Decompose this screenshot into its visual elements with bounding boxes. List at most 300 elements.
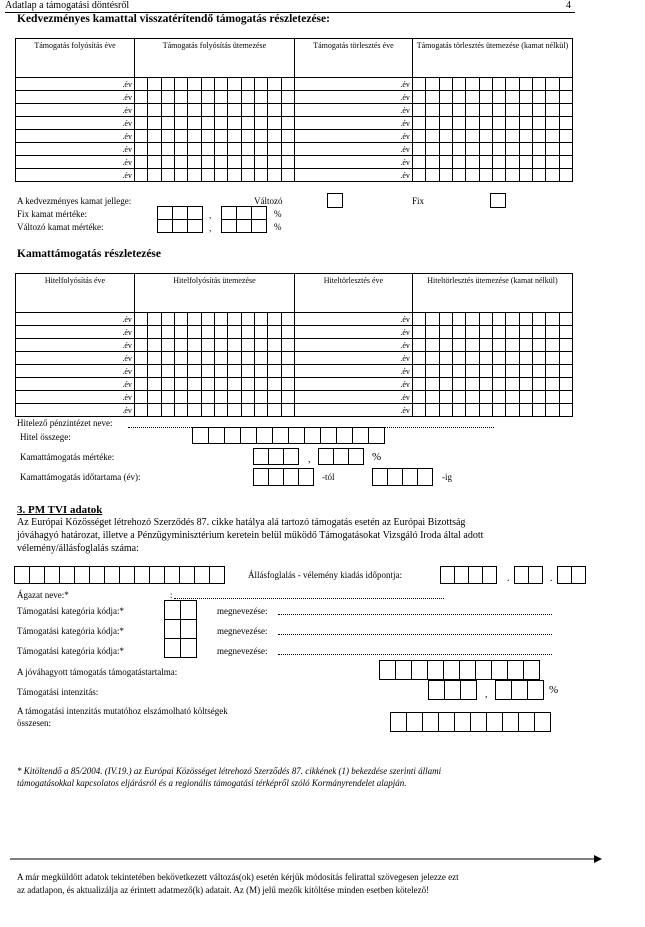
amount-box[interactable] (492, 378, 505, 391)
amount-box[interactable] (559, 104, 573, 117)
amount-box[interactable] (228, 130, 241, 143)
amount-box[interactable] (479, 117, 492, 130)
amount-box[interactable] (241, 130, 254, 143)
amount-box[interactable] (479, 169, 492, 182)
amount-box[interactable] (161, 169, 174, 182)
digit-box[interactable] (348, 448, 364, 465)
amount-box[interactable] (546, 117, 559, 130)
digit-box[interactable] (268, 448, 284, 465)
kategoria-code-boxes-1[interactable] (164, 600, 196, 620)
amount-box[interactable] (228, 365, 241, 378)
year-cell-left[interactable]: .év (16, 339, 135, 352)
digit-box[interactable] (491, 660, 508, 680)
digit-box[interactable] (411, 660, 428, 680)
amount-box[interactable] (281, 313, 294, 326)
amount-box[interactable] (426, 313, 439, 326)
amount-box[interactable] (426, 130, 439, 143)
digit-box[interactable] (459, 660, 476, 680)
amount-box[interactable] (479, 78, 492, 91)
amount-box[interactable] (439, 339, 452, 352)
amount-box[interactable] (492, 117, 505, 130)
amount-box[interactable] (214, 143, 227, 156)
amount-box[interactable] (466, 391, 479, 404)
digit-box[interactable] (454, 566, 469, 584)
digit-box[interactable] (251, 206, 267, 220)
fix-checkbox[interactable] (490, 193, 506, 208)
amount-box[interactable] (519, 104, 532, 117)
amount-box[interactable] (201, 91, 214, 104)
amount-box[interactable] (452, 326, 465, 339)
kamattamogatas-mertek-integer-boxes[interactable] (253, 448, 298, 465)
amount-box[interactable] (439, 404, 452, 417)
year-cell-right[interactable]: .év (294, 104, 412, 117)
year-cell-left[interactable]: .év (16, 365, 135, 378)
amount-box[interactable] (228, 78, 241, 91)
amount-box[interactable] (281, 78, 294, 91)
amount-box[interactable] (546, 143, 559, 156)
amount-box[interactable] (452, 169, 465, 182)
digit-box[interactable] (482, 566, 497, 584)
amount-box[interactable] (479, 130, 492, 143)
amount-box[interactable] (426, 365, 439, 378)
amount-box[interactable] (174, 339, 187, 352)
digit-box[interactable] (209, 566, 225, 584)
amount-box[interactable] (559, 313, 572, 326)
amount-box[interactable] (161, 391, 174, 404)
amount-box[interactable] (426, 78, 439, 91)
year-cell-right[interactable]: .év (294, 391, 412, 404)
amount-box[interactable] (532, 78, 545, 91)
amount-box[interactable] (134, 313, 147, 326)
amount-box[interactable] (161, 404, 174, 417)
amount-box[interactable] (188, 339, 201, 352)
kategoria-code-boxes-2[interactable] (164, 619, 196, 639)
amount-box[interactable] (214, 169, 227, 182)
amount-box[interactable] (479, 404, 492, 417)
digit-box[interactable] (253, 468, 269, 486)
amount-box[interactable] (426, 143, 439, 156)
megnevezese-dotted-line-1[interactable] (278, 614, 552, 615)
amount-box[interactable] (532, 378, 545, 391)
amount-box[interactable] (281, 365, 294, 378)
datum-year-boxes[interactable] (440, 566, 496, 584)
amount-box[interactable] (532, 104, 545, 117)
megnevezese-dotted-line-3[interactable] (278, 654, 552, 655)
digit-box[interactable] (527, 680, 544, 700)
amount-box[interactable] (439, 391, 452, 404)
amount-box[interactable] (268, 365, 281, 378)
amount-box[interactable] (559, 352, 572, 365)
amount-box[interactable] (201, 326, 214, 339)
amount-box[interactable] (148, 78, 161, 91)
amount-box[interactable] (532, 404, 545, 417)
amount-box[interactable] (174, 365, 187, 378)
amount-box[interactable] (452, 313, 465, 326)
amount-box[interactable] (532, 91, 545, 104)
amount-box[interactable] (268, 326, 281, 339)
amount-box[interactable] (161, 365, 174, 378)
amount-box[interactable] (412, 143, 425, 156)
amount-box[interactable] (214, 104, 227, 117)
amount-box[interactable] (532, 365, 545, 378)
digit-box[interactable] (352, 427, 369, 444)
year-cell-left[interactable]: .év (16, 91, 135, 104)
amount-box[interactable] (546, 130, 559, 143)
amount-box[interactable] (452, 117, 465, 130)
amount-box[interactable] (174, 130, 187, 143)
digit-box[interactable] (256, 427, 273, 444)
amount-box[interactable] (134, 117, 147, 130)
amount-box[interactable] (452, 130, 465, 143)
amount-box[interactable] (161, 104, 174, 117)
amount-box[interactable] (479, 365, 492, 378)
amount-box[interactable] (134, 404, 147, 417)
amount-box[interactable] (532, 391, 545, 404)
amount-box[interactable] (241, 326, 254, 339)
amount-box[interactable] (492, 352, 505, 365)
amount-box[interactable] (188, 313, 201, 326)
amount-box[interactable] (241, 143, 254, 156)
amount-box[interactable] (281, 117, 294, 130)
amount-box[interactable] (506, 378, 519, 391)
digit-box[interactable] (119, 566, 135, 584)
amount-box[interactable] (241, 391, 254, 404)
amount-box[interactable] (466, 156, 479, 169)
amount-box[interactable] (281, 156, 294, 169)
amount-box[interactable] (254, 130, 267, 143)
digit-box[interactable] (187, 206, 203, 220)
digit-box[interactable] (523, 660, 540, 680)
amount-box[interactable] (412, 391, 425, 404)
amount-box[interactable] (439, 352, 452, 365)
digit-box[interactable] (164, 600, 181, 620)
amount-box[interactable] (214, 404, 227, 417)
amount-box[interactable] (188, 378, 201, 391)
amount-box[interactable] (188, 352, 201, 365)
amount-box[interactable] (148, 156, 161, 169)
amount-box[interactable] (479, 156, 492, 169)
amount-box[interactable] (201, 352, 214, 365)
amount-box[interactable] (532, 117, 545, 130)
amount-box[interactable] (426, 339, 439, 352)
amount-box[interactable] (134, 365, 147, 378)
amount-box[interactable] (532, 313, 545, 326)
amount-box[interactable] (506, 117, 519, 130)
amount-box[interactable] (254, 326, 267, 339)
digit-box[interactable] (372, 468, 388, 486)
amount-box[interactable] (228, 156, 241, 169)
amount-box[interactable] (148, 143, 161, 156)
kategoria-code-boxes-3[interactable] (164, 638, 196, 658)
amount-box[interactable] (426, 169, 439, 182)
amount-box[interactable] (412, 78, 425, 91)
amount-box[interactable] (134, 143, 147, 156)
amount-box[interactable] (174, 78, 187, 91)
amount-box[interactable] (412, 156, 425, 169)
amount-box[interactable] (228, 339, 241, 352)
digit-box[interactable] (164, 638, 181, 658)
amount-box[interactable] (412, 104, 425, 117)
amount-box[interactable] (148, 169, 161, 182)
digit-box[interactable] (318, 448, 334, 465)
amount-box[interactable] (134, 91, 147, 104)
digit-box[interactable] (157, 219, 173, 233)
amount-box[interactable] (519, 326, 532, 339)
amount-box[interactable] (519, 365, 532, 378)
amount-box[interactable] (254, 169, 267, 182)
digit-box[interactable] (224, 427, 241, 444)
amount-box[interactable] (439, 156, 452, 169)
intenzitas-integer-boxes[interactable] (428, 680, 476, 700)
digit-box[interactable] (134, 566, 150, 584)
amount-box[interactable] (254, 378, 267, 391)
amount-box[interactable] (201, 130, 214, 143)
digit-box[interactable] (180, 619, 197, 639)
amount-box[interactable] (201, 365, 214, 378)
amount-box[interactable] (412, 313, 425, 326)
amount-box[interactable] (281, 352, 294, 365)
amount-box[interactable] (254, 78, 267, 91)
amount-box[interactable] (412, 378, 425, 391)
year-cell-left[interactable]: .év (16, 78, 135, 91)
amount-box[interactable] (466, 352, 479, 365)
amount-box[interactable] (134, 339, 147, 352)
amount-box[interactable] (492, 130, 505, 143)
datum-month-boxes[interactable] (514, 566, 542, 584)
amount-box[interactable] (519, 169, 532, 182)
amount-box[interactable] (452, 91, 465, 104)
amount-box[interactable] (466, 365, 479, 378)
amount-box[interactable] (506, 313, 519, 326)
amount-box[interactable] (452, 143, 465, 156)
digit-box[interactable] (180, 638, 197, 658)
amount-box[interactable] (188, 117, 201, 130)
amount-box[interactable] (426, 378, 439, 391)
digit-box[interactable] (320, 427, 337, 444)
datum-day-boxes[interactable] (557, 566, 585, 584)
amount-box[interactable] (506, 104, 519, 117)
digit-box[interactable] (236, 219, 252, 233)
amount-box[interactable] (174, 156, 187, 169)
year-cell-left[interactable]: .év (16, 117, 135, 130)
amount-box[interactable] (479, 313, 492, 326)
digit-box[interactable] (528, 566, 543, 584)
amount-box[interactable] (268, 169, 281, 182)
digit-box[interactable] (14, 566, 30, 584)
amount-box[interactable] (161, 313, 174, 326)
amount-box[interactable] (148, 378, 161, 391)
amount-box[interactable] (479, 339, 492, 352)
amount-box[interactable] (268, 130, 281, 143)
amount-box[interactable] (546, 404, 559, 417)
amount-box[interactable] (134, 169, 147, 182)
amount-box[interactable] (452, 78, 465, 91)
amount-box[interactable] (479, 378, 492, 391)
fix-kamat-integer-boxes[interactable] (157, 206, 202, 220)
amount-box[interactable] (174, 143, 187, 156)
amount-box[interactable] (546, 391, 559, 404)
digit-box[interactable] (194, 566, 210, 584)
amount-box[interactable] (174, 117, 187, 130)
amount-box[interactable] (492, 104, 505, 117)
digit-box[interactable] (74, 566, 90, 584)
amount-box[interactable] (148, 91, 161, 104)
amount-box[interactable] (148, 130, 161, 143)
digit-box[interactable] (251, 219, 267, 233)
amount-box[interactable] (506, 91, 519, 104)
amount-box[interactable] (506, 404, 519, 417)
amount-box[interactable] (466, 313, 479, 326)
amount-box[interactable] (506, 365, 519, 378)
amount-box[interactable] (188, 404, 201, 417)
digit-box[interactable] (460, 680, 477, 700)
amount-box[interactable] (228, 91, 241, 104)
amount-box[interactable] (241, 378, 254, 391)
digit-box[interactable] (236, 206, 252, 220)
amount-box[interactable] (188, 391, 201, 404)
amount-box[interactable] (281, 91, 294, 104)
amount-box[interactable] (466, 378, 479, 391)
amount-box[interactable] (254, 143, 267, 156)
amount-box[interactable] (268, 91, 281, 104)
amount-box[interactable] (174, 404, 187, 417)
amount-box[interactable] (241, 104, 254, 117)
amount-box[interactable] (201, 378, 214, 391)
amount-box[interactable] (466, 404, 479, 417)
amount-box[interactable] (174, 91, 187, 104)
digit-box[interactable] (272, 427, 289, 444)
amount-box[interactable] (148, 117, 161, 130)
digit-box[interactable] (387, 468, 403, 486)
digit-box[interactable] (288, 427, 305, 444)
amount-box[interactable] (466, 91, 479, 104)
amount-box[interactable] (201, 104, 214, 117)
valtozo-kamat-decimal-boxes[interactable] (221, 219, 266, 233)
amount-box[interactable] (188, 143, 201, 156)
amount-box[interactable] (228, 391, 241, 404)
amount-box[interactable] (254, 156, 267, 169)
amount-box[interactable] (134, 391, 147, 404)
intenzitas-decimal-boxes[interactable] (495, 680, 543, 700)
amount-box[interactable] (492, 143, 505, 156)
amount-box[interactable] (492, 391, 505, 404)
amount-box[interactable] (134, 104, 147, 117)
amount-box[interactable] (214, 117, 227, 130)
amount-box[interactable] (281, 143, 294, 156)
digit-box[interactable] (268, 468, 284, 486)
koltseg-boxes[interactable] (390, 712, 550, 732)
amount-box[interactable] (546, 313, 559, 326)
year-cell-right[interactable]: .év (294, 117, 412, 130)
digit-box[interactable] (507, 660, 524, 680)
amount-box[interactable] (519, 130, 532, 143)
amount-box[interactable] (466, 104, 479, 117)
amount-box[interactable] (546, 326, 559, 339)
digit-box[interactable] (495, 680, 512, 700)
digit-box[interactable] (29, 566, 45, 584)
amount-box[interactable] (479, 91, 492, 104)
digit-box[interactable] (557, 566, 572, 584)
amount-box[interactable] (268, 352, 281, 365)
year-cell-right[interactable]: .év (294, 352, 412, 365)
amount-box[interactable] (426, 326, 439, 339)
digit-box[interactable] (402, 468, 418, 486)
amount-box[interactable] (281, 104, 294, 117)
amount-box[interactable] (506, 391, 519, 404)
amount-box[interactable] (161, 78, 174, 91)
amount-box[interactable] (479, 391, 492, 404)
amount-box[interactable] (412, 130, 425, 143)
amount-box[interactable] (559, 91, 573, 104)
digit-box[interactable] (518, 712, 535, 732)
amount-box[interactable] (148, 391, 161, 404)
amount-box[interactable] (214, 378, 227, 391)
year-cell-right[interactable]: .év (294, 169, 412, 182)
amount-box[interactable] (466, 78, 479, 91)
amount-box[interactable] (281, 404, 294, 417)
amount-box[interactable] (519, 78, 532, 91)
amount-box[interactable] (559, 78, 573, 91)
amount-box[interactable] (188, 169, 201, 182)
amount-box[interactable] (241, 156, 254, 169)
year-cell-left[interactable]: .év (16, 378, 135, 391)
amount-box[interactable] (519, 143, 532, 156)
digit-box[interactable] (59, 566, 75, 584)
amount-box[interactable] (546, 91, 559, 104)
amount-box[interactable] (148, 352, 161, 365)
amount-box[interactable] (174, 104, 187, 117)
amount-box[interactable] (506, 352, 519, 365)
amount-box[interactable] (241, 169, 254, 182)
year-cell-left[interactable]: .év (16, 143, 135, 156)
amount-box[interactable] (519, 156, 532, 169)
year-cell-left[interactable]: .év (16, 104, 135, 117)
amount-box[interactable] (268, 404, 281, 417)
valtozo-kamat-integer-boxes[interactable] (157, 219, 202, 233)
amount-box[interactable] (188, 156, 201, 169)
digit-box[interactable] (304, 427, 321, 444)
amount-box[interactable] (412, 404, 425, 417)
digit-box[interactable] (164, 566, 180, 584)
amount-box[interactable] (188, 130, 201, 143)
amount-box[interactable] (254, 91, 267, 104)
amount-box[interactable] (439, 130, 452, 143)
amount-box[interactable] (201, 339, 214, 352)
amount-box[interactable] (228, 104, 241, 117)
amount-box[interactable] (452, 352, 465, 365)
amount-box[interactable] (228, 117, 241, 130)
amount-box[interactable] (439, 78, 452, 91)
amount-box[interactable] (268, 378, 281, 391)
amount-box[interactable] (492, 313, 505, 326)
digit-box[interactable] (89, 566, 105, 584)
amount-box[interactable] (228, 352, 241, 365)
amount-box[interactable] (546, 156, 559, 169)
amount-box[interactable] (559, 326, 572, 339)
amount-box[interactable] (161, 326, 174, 339)
digit-box[interactable] (221, 206, 237, 220)
amount-box[interactable] (452, 339, 465, 352)
amount-box[interactable] (412, 339, 425, 352)
amount-box[interactable] (532, 169, 545, 182)
amount-box[interactable] (439, 365, 452, 378)
amount-box[interactable] (228, 404, 241, 417)
amount-box[interactable] (281, 339, 294, 352)
amount-box[interactable] (161, 378, 174, 391)
digit-box[interactable] (427, 660, 444, 680)
amount-box[interactable] (559, 143, 573, 156)
digit-box[interactable] (470, 712, 487, 732)
